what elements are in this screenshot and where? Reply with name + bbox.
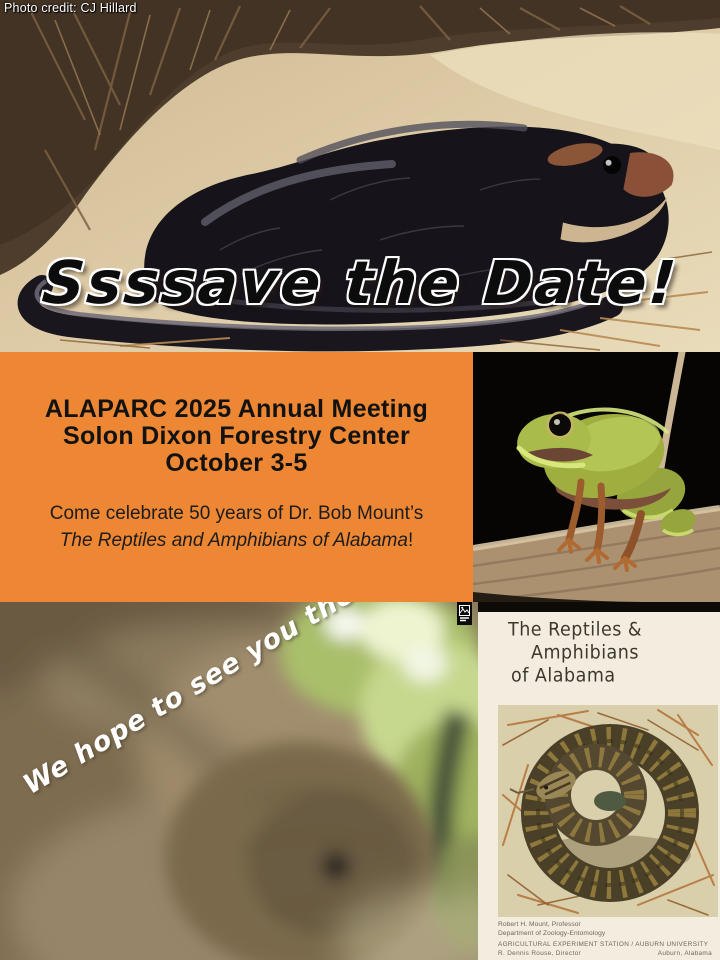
exclamation: ! (407, 529, 414, 551)
photo-credit: Photo credit: CJ Hillard (4, 1, 137, 15)
headline-save-the-date: Ssssave the Date! (39, 248, 681, 317)
book-institution-line2 (498, 950, 712, 959)
broken-image-icon (457, 602, 472, 625)
broken-image-glyph (459, 605, 470, 622)
tree-frog-photo (473, 352, 720, 602)
meeting-title (0, 396, 473, 477)
book-location: Auburn, Alabama (657, 949, 712, 957)
meeting-body-line2 (0, 528, 473, 555)
meeting-title-line2: Solon Dixon Forestry Center (62, 422, 411, 450)
meeting-body-line1: Come celebrate 50 years of Dr. Bob Mount’s (49, 503, 424, 524)
book-cover-title (478, 619, 720, 688)
book-cover-photo (478, 602, 720, 960)
meeting-body (0, 501, 473, 555)
indigo-snake-photo (0, 0, 720, 353)
announcement-block (0, 352, 473, 602)
meeting-title-line1: ALAPARC 2025 Annual Meeting (44, 395, 429, 423)
book-cover-title-line1: The Reptiles & (508, 620, 643, 641)
book-cover-top-edge (478, 602, 720, 612)
book-institution-line1: AGRICULTURAL EXPERIMENT STATION / AUBURN UNIVERSITY (498, 941, 709, 948)
tortoise-photo (0, 602, 478, 960)
book-author-line1: Robert H. Mount, Professor (498, 921, 581, 928)
book-cover-title-line2: Amphibians (531, 643, 639, 664)
rattlesnake-photo (498, 705, 718, 917)
book-cover-title-line3: of Alabama (511, 666, 616, 688)
book-director: R. Dennis Rouse, Director (498, 949, 581, 957)
hope-message: We hope to see you (18, 610, 306, 801)
meeting-title-line3: October 3-5 (165, 449, 308, 477)
book-author-line2: Department of Zoology-Entomology (498, 929, 606, 937)
book-title-italic: The Reptiles and Amphibians of Alabama (59, 529, 408, 551)
book-author-credits (498, 921, 718, 939)
book-institution (498, 941, 712, 959)
frog-scene-graphic (473, 352, 720, 602)
